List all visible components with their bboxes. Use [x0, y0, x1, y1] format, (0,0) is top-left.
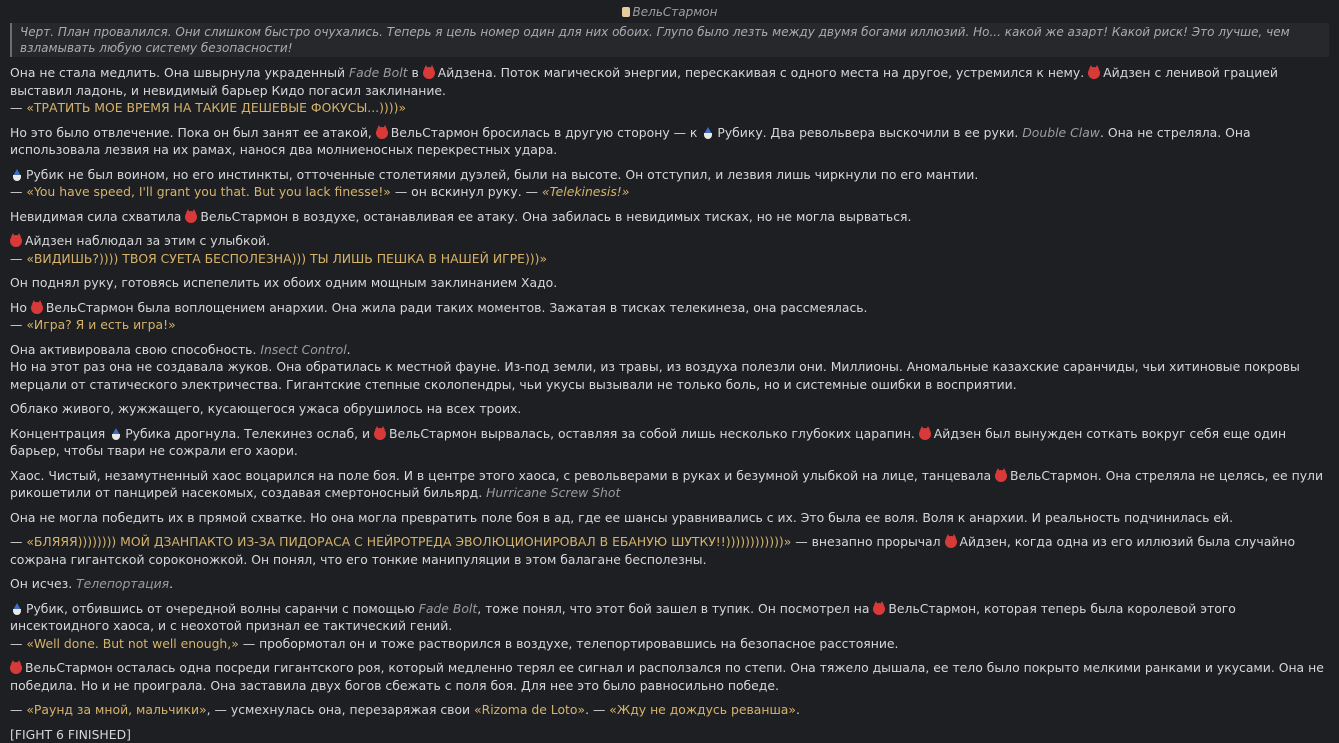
- dash: —: [10, 317, 26, 332]
- text: . Два револьвера выскочили в ее руки.: [763, 125, 1023, 140]
- name: ВельСтармон: [25, 660, 113, 675]
- text: — внезапно прорычал: [791, 534, 944, 549]
- devil-emoji-icon: [376, 127, 388, 139]
- spell-name: Hurricane Screw Shot: [486, 485, 620, 500]
- fight-finished-label: [FIGHT 6 FINISHED]: [10, 726, 1329, 743]
- text: . Она стреляла не целясь, ее пули рикошетили от панцирей насекомых, создавая смертоносный бильярд.: [10, 468, 1323, 501]
- quote: «You have speed, I'll grant you that. But you lack finesse!»: [26, 184, 391, 199]
- quote: «Раунд за мной, мальчики»: [26, 702, 206, 717]
- text: Но на этот раз она не создавала жуков. Она обратилась к местной фауне. Из-под земли, из травы, из воздуха полезли они. Миллионы. Аномальные казахские саранчиды, чьи хитиновые покровы мерцали от статического электричества. Гигантские степные сколопендры, чьи укусы вызывали не только боль, но и системные ошибки в восприятии.: [10, 359, 1300, 392]
- quote: «Жду не дождусь реванша»: [609, 702, 796, 717]
- mage-emoji-icon: [10, 169, 23, 181]
- spell-name: Fade Bolt: [419, 601, 478, 616]
- name: ВельСтармон: [46, 300, 134, 315]
- name: ВельСтармон: [1010, 468, 1098, 483]
- text: Хаос. Чистый, незамутненный хаос воцарился на поле боя. И в центре этого хаоса, с револьверами в руках и безумной улыбкой на лице, танцевала: [10, 468, 995, 483]
- devil-emoji-icon: [945, 536, 957, 548]
- text: — пробормотал он и тоже растворился в воздухе, телепортировавшись на безопасное расстояние.: [239, 636, 899, 651]
- devil-emoji-icon: [1088, 67, 1100, 79]
- dash: —: [10, 251, 26, 266]
- text: . Она не стреляла. Она использовала лезвия на их рамах, нанося два молниеносных перекрестных удара.: [10, 125, 1251, 158]
- devil-emoji-icon: [873, 603, 885, 615]
- spell-name: Insect Control: [260, 342, 346, 357]
- spell-name: Double Claw: [1022, 125, 1100, 140]
- name: ВельСтармон: [389, 426, 477, 441]
- name: ВельСтармон: [200, 209, 288, 224]
- devil-emoji-icon: [10, 235, 22, 247]
- name: Айдзен: [25, 233, 72, 248]
- name: Рубик: [26, 167, 64, 182]
- dash: —: [10, 534, 26, 549]
- text: дрогнула. Телекинез ослаб, и: [171, 426, 374, 441]
- quote: «Rizoma de Loto»: [474, 702, 585, 717]
- text: Концентрация: [10, 426, 109, 441]
- name: Айдзен: [960, 534, 1007, 549]
- text: Но: [10, 300, 31, 315]
- name: Рубик: [26, 601, 64, 616]
- quote: «Игра? Я и есть игра!»: [26, 317, 175, 332]
- name: ВельСтармон: [391, 125, 479, 140]
- text: — он вскинул руку. —: [391, 184, 542, 199]
- paragraph-10: [10, 425, 1329, 460]
- paragraph-1: [10, 64, 1329, 117]
- text: .: [347, 342, 351, 357]
- text: Он исчез.: [10, 576, 76, 591]
- text: в воздухе, останавливая ее атаку. Она забилась в невидимых тисках, но не могла вырваться.: [288, 209, 911, 224]
- paragraph-5: [10, 232, 1329, 267]
- text: , отбившись от очередной волны саранчи с помощью: [64, 601, 419, 616]
- paragraph-3: [10, 166, 1329, 201]
- quote: «БЛЯЯЯ)))))))) МОЙ ДЗАНПАКТО ИЗ-ЗА ПИДОРАСА С НЕЙРОТРЕДА ЭВОЛЮЦИОНИРОВАЛ В ЕБАНУЮ ШУТКУ!!))))))))))))»: [26, 534, 791, 549]
- text: .: [169, 576, 173, 591]
- spell-name: Fade Bolt: [349, 65, 408, 80]
- text: наблюдал за этим с улыбкой.: [72, 233, 270, 248]
- thought-blockquote: Черт. План провалился. Они слишком быстро очухались. Теперь я цель номер один для них обоих. Глупо было лезть между двумя богами иллюзий. Но... какой же азарт! Какой риск! Это лучше, чем взламывать любую систему безопасности!: [10, 23, 1329, 57]
- quote: «Well done. But not well enough,»: [26, 636, 238, 651]
- text: бросилась в другую сторону — к: [478, 125, 701, 140]
- dash: —: [10, 636, 26, 651]
- text: . —: [585, 702, 609, 717]
- paragraph-9: Облако живого, жужжащего, кусающегося ужаса обрушилось на всех троих.: [10, 400, 1329, 418]
- paragraph-15: [10, 600, 1329, 653]
- paragraph-17: [10, 701, 1329, 719]
- quote: «Telekinesis!»: [542, 184, 629, 199]
- name: Айдзен: [934, 426, 981, 441]
- character-name: ВельСтармон: [633, 5, 718, 19]
- paragraph-8: [10, 341, 1329, 394]
- devil-emoji-icon: [995, 470, 1007, 482]
- text: . Поток магической энергии, перескакивая с одного места на другое, устремился к нему.: [493, 65, 1088, 80]
- dash: —: [10, 184, 26, 199]
- name: Рубика: [125, 426, 171, 441]
- text: Невидимая сила схватила: [10, 209, 185, 224]
- spell-name: Телепортация: [76, 576, 169, 591]
- name: Айдзена: [438, 65, 493, 80]
- paragraph-12: Она не могла победить их в прямой схватке. Но она могла превратить поле боя в ад, где ее шансы уравнивались с их. Это была ее воля. Воля к анархии. И реальность подчинилась ей.: [10, 509, 1329, 527]
- text: , — усмехнулась она, перезаряжая свои: [207, 702, 474, 717]
- text: Она активировала свою способность.: [10, 342, 260, 357]
- mage-emoji-icon: [10, 603, 23, 615]
- text: Она не стала медлить. Она швырнула украденный: [10, 65, 349, 80]
- devil-emoji-icon: [919, 428, 931, 440]
- devil-emoji-icon: [185, 211, 197, 223]
- text: .: [796, 702, 800, 717]
- scroll-icon: [622, 7, 630, 17]
- devil-emoji-icon: [31, 302, 43, 314]
- name: ВельСтармон: [888, 601, 976, 616]
- devil-emoji-icon: [374, 428, 386, 440]
- devil-emoji-icon: [423, 67, 435, 79]
- name: Рубику: [717, 125, 762, 140]
- paragraph-2: [10, 124, 1329, 159]
- dash: —: [10, 702, 26, 717]
- mage-emoji-icon: [701, 127, 714, 139]
- text: осталась одна посреди гигантского роя, который медленно терял ее сигнал и расползался по степи. Она тяжело дышала, ее тело было покрыто мелкими ранками и укусами. Она не победила. Но и не проиграла. Она заставила двух богов сбежать с поля боя. Для нее это было равносильно победе.: [10, 660, 1324, 693]
- paragraph-16: [10, 659, 1329, 694]
- text: , когда одна из его иллюзий была случайно сожрана гигантской сороконожкой. Он понял, что его тонкие манипуляции в этом балагане бесполезны.: [10, 534, 1295, 567]
- paragraph-14: [10, 575, 1329, 593]
- text: с ленивой грацией выставил ладонь, и невидимый барьер Кидо погасил заклинание.: [10, 65, 1278, 98]
- paragraph-4: [10, 208, 1329, 226]
- text: Но это было отвлечение. Пока он был занят ее атакой,: [10, 125, 376, 140]
- text: в: [408, 65, 423, 80]
- dash: —: [10, 100, 26, 115]
- text: не был воином, но его инстинкты, отточенные столетиями дуэлей, были на высоте. Он отступил, и лезвия лишь чиркнули по его мантии.: [64, 167, 978, 182]
- paragraph-6: Он поднял руку, готовясь испепелить их обоих одним мощным заклинанием Хадо.: [10, 274, 1329, 292]
- text: был вынужден соткать вокруг себя еще один барьер, чтобы твари не сожрали его хаори.: [10, 426, 1286, 459]
- paragraph-11: [10, 467, 1329, 502]
- character-header: [10, 4, 1329, 20]
- quote: «ВИДИШЬ?)))) ТВОЯ СУЕТА БЕСПОЛЕЗНА))) ТЫ ЛИШЬ ПЕШКА В НАШЕЙ ИГРЕ)))»: [26, 251, 547, 266]
- paragraph-13: [10, 533, 1329, 568]
- text: , тоже понял, что этот бой зашел в тупик. Он посмотрел на: [477, 601, 873, 616]
- text: была воплощением анархии. Она жила ради таких моментов. Зажатая в тисках телекинеза, она рассмеялась.: [134, 300, 868, 315]
- quote: «ТРАТИТЬ МОЕ ВРЕМЯ НА ТАКИЕ ДЕШЕВЫЕ ФОКУСЫ...))))»: [26, 100, 406, 115]
- name: Айдзен: [1103, 65, 1150, 80]
- paragraph-7: [10, 299, 1329, 334]
- text: вырвалась, оставляя за собой лишь несколько глубоких царапин.: [477, 426, 919, 441]
- devil-emoji-icon: [10, 662, 22, 674]
- mage-emoji-icon: [109, 428, 122, 440]
- text: , которая теперь была королевой этого инсектоидного хаоса, и с неохотой признал ее тактический гений.: [10, 601, 1236, 634]
